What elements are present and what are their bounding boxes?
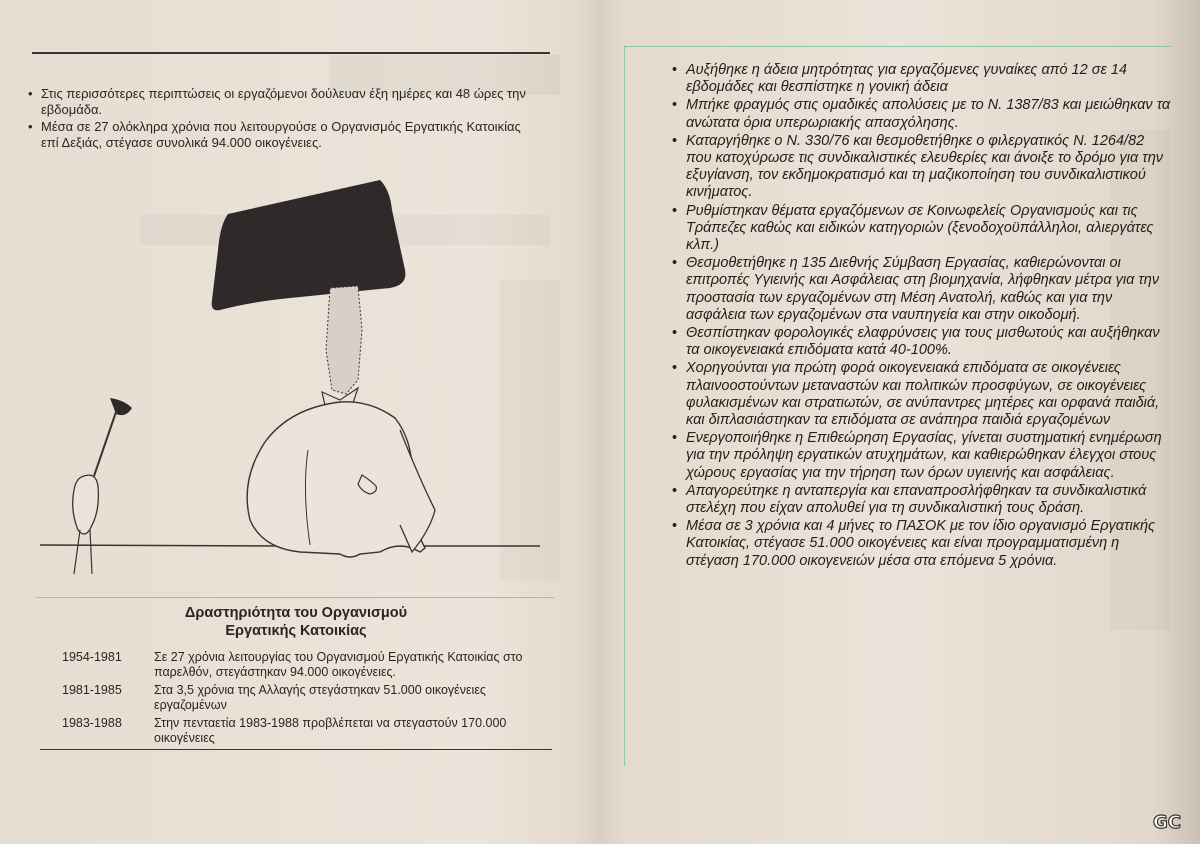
table-title-line: Δραστηριότητα του Οργανισμού: [184, 605, 408, 621]
table-row: [62, 683, 532, 712]
cartoon-illustration: [40, 180, 540, 600]
list-item: • Ρυθμίστηκαν θέματα εργαζόμενων σε Κοινωφελείς Οργανισμούς και τις Τράπεζες καθώς και ειδικών κατηγοριών (ξενοδοχοϋπάλληλοι, αλιεργάτες κλπ.): [672, 203, 1172, 255]
description-cell: Στην πενταετία 1983-1988 προβλέπεται να στεγαστούν 170.000 οικογένειες: [154, 716, 507, 745]
trumpet-bell: [110, 398, 132, 415]
svg-text:GC: GC: [1153, 812, 1181, 833]
gc-watermark-logo: [1150, 808, 1184, 834]
right-bullet-list: [672, 62, 1172, 571]
list-item: • Καταργήθηκε ο Ν. 330/76 και θεσμοθετήθηκε ο φιλεργατικός Ν. 1264/82 που κατοχύρωσε τις συνδικαλιστικές ελευθερίες και άνοιξε το δρόμο για την εξυγίανση, τον εκδημοκρατισμό και τη μαζικοποίηση του συνδικαλιστικού κινήματος.: [672, 133, 1172, 202]
left-bullet-list: [28, 86, 528, 152]
list-item: • Θεσπίστηκαν φορολογικές ελαφρύνσεις για τους μισθωτούς και αυξήθηκαν τα οικογενειακά επιδόματα κατά 40-100%.: [672, 325, 1172, 359]
right-frame-left: [624, 46, 625, 766]
top-rule: [32, 52, 550, 54]
trumpet-tube: [94, 412, 116, 476]
period-cell: 1983-1988: [62, 716, 122, 730]
description-cell: Στα 3,5 χρόνια της Αλλαγής στεγάστηκαν 51.000 οικογένειες εργαζομένων: [154, 683, 486, 712]
table-row: [62, 650, 532, 679]
small-figure: [73, 475, 99, 534]
list-item: • Μέσα σε 27 ολόκληρα χρόνια που λειτουργούσε ο Οργανισμός Εργατικής Κατοικίας επί Δεξιάς, στέγασε συνολικά 94.000 οικογένειες.: [28, 119, 528, 151]
table-bottom-rule: [40, 749, 552, 750]
list-item: • Μέσα σε 3 χρόνια και 4 μήνες το ΠΑΣΟΚ με τον ίδιο οργανισμό Εργατικής Κατοικίας, στέγασε 51.000 οικογένειες και είναι προγραμματισμένη η στέγαση 170.000 οικογενειών μέσα στα επόμενα 5 χρόνια.: [672, 518, 1172, 570]
right-frame-top: [624, 46, 1172, 47]
big-body: [247, 402, 425, 557]
list-item: • Μπήκε φραγμός στις ομαδικές απολύσεις με το Ν. 1387/83 και μειώθηκαν τα ανώτατα όρια υπερωριακής απασχόλησης.: [672, 97, 1172, 131]
list-item: • Στις περισσότερες περιπτώσεις οι εργαζόμενοι δούλευαν έξη ημέρες και 48 ώρες την εβδομάδα.: [28, 86, 528, 118]
table-title: [40, 604, 552, 640]
small-figure-legs: [74, 530, 92, 574]
period-cell: 1954-1981: [62, 650, 122, 664]
coat-tail: [400, 430, 435, 552]
activity-table: [62, 650, 532, 749]
list-item: • Ενεργοποιήθηκε η Επιθεώρηση Εργασίας, γίνεται συστηματική ενημέρωση για την πρόληψη εργατικών ατυχημάτων, και καθιερώθηκαν έλεγχοι στους χώρους εργασίας για την τήρηση των όρων υγιεινής και ασφάλειας.: [672, 430, 1172, 482]
table-separator: [36, 597, 554, 598]
table-row: [62, 716, 532, 745]
list-item: • Θεσμοθετήθηκε η 135 Διεθνής Σύμβαση Εργασίας, καθιερώνονται οι επιτροπές Υγιεινής και Ασφάλειας στη βιομηχανία, λήφθηκαν μέτρα για την προστασία των εργαζομένων στη Μέση Ανατολή, καθώς και για την ασφάλεια των εργαζομένων στα ναυπηγεία και στην οικοδομή.: [672, 255, 1172, 324]
hairy-neck: [326, 286, 362, 394]
table-title-line: Εργατικής Κατοικίας: [225, 623, 367, 639]
list-item: • Απαγορεύτηκε η ανταπεργία και επαναπροσλήφθηκαν τα συνδικαλιστικά στελέχη που είχαν απολυθεί για τη συνδικαλιστική τους δράση.: [672, 483, 1172, 517]
list-item: • Χορηγούνται για πρώτη φορά οικογενειακά επιδόματα σε οικογένειες πλαινοοστούντων μεταναστών και πολιτικών προσφύγων, σε οικογένειες φυλακισμένων και στρατιωτών, σε ανύπαντρες μητέρες και ορφανά παιδιά, και διπλασιάστηκαν τα επιδόματα σε ανάπηρα παιδιά εργαζομένων: [672, 360, 1172, 429]
description-cell: Σε 27 χρόνια λειτουργίας του Οργανισμού Εργατικής Κατοικίας στο παρελθόν, στεγάστηκαν 94.000 οικογένειες.: [154, 650, 523, 679]
hat-shape: [212, 180, 406, 310]
list-item: • Αυξήθηκε η άδεια μητρότητας για εργαζόμενες γυναίκες από 12 σε 14 εβδομάδες και θεσπίστηκε η γονική άδεια: [672, 62, 1172, 96]
period-cell: 1981-1985: [62, 683, 122, 697]
